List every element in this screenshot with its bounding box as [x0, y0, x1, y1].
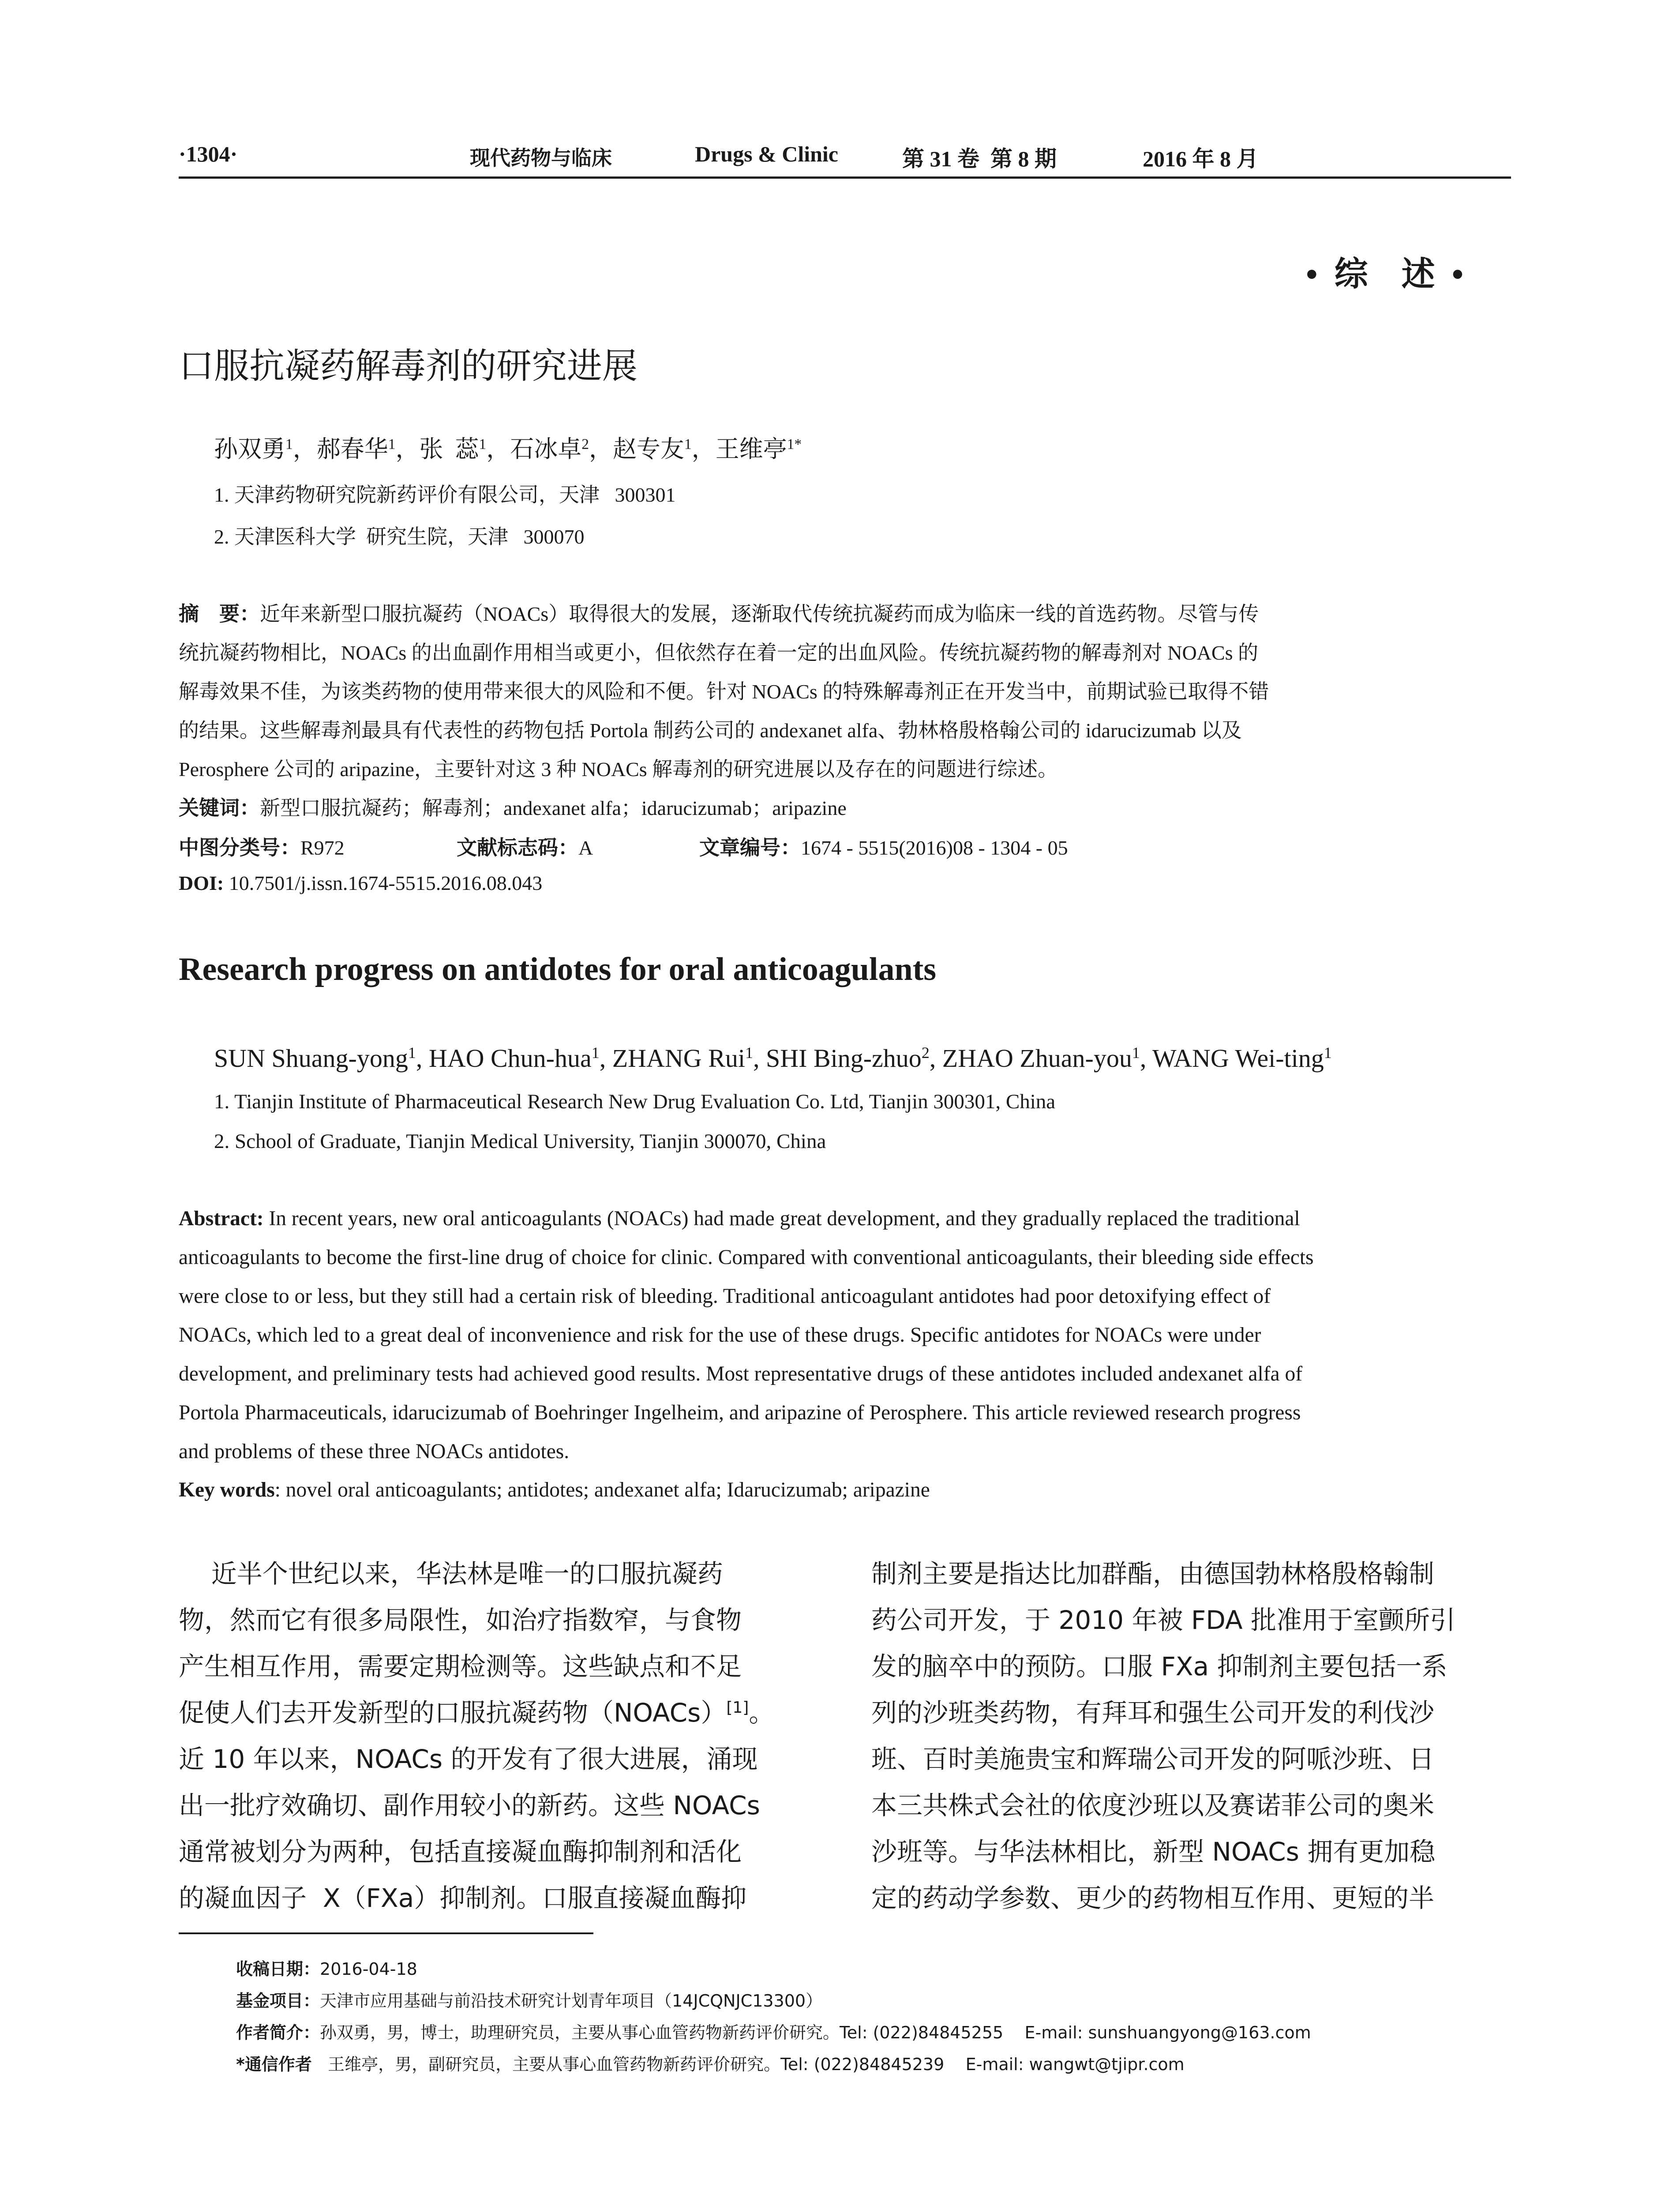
footnote-rule [179, 1932, 593, 1934]
classification-row [179, 832, 1511, 863]
abstract-cn [179, 598, 1511, 792]
body-line: 出一批疗效确切、副作用较小的新药。这些 NOACs [179, 1790, 760, 1820]
keywords-cn-text: 新型口服抗凝药；解毒剂；andexanet alfa；idarucizumab；aripazine [260, 797, 847, 819]
author-cn-name: 石冰卓 [510, 436, 582, 462]
title-cn: 口服抗凝药解毒剂的研究进展 [179, 345, 638, 386]
author-cn-separator: ， [292, 436, 317, 462]
body-line: 通常被划分为两种，包括直接凝血酶抑制剂和活化 [179, 1837, 742, 1867]
author-en-name: ZHAO Zhuan-you [942, 1044, 1132, 1073]
author-cn-separator: ， [486, 436, 510, 462]
footnotes [236, 1955, 1511, 2082]
affiliation-en-1: 1. Tianjin Institute of Pharmaceutical Research New Drug Evaluation Co. Ltd, Tianjin 300301, China [214, 1090, 1056, 1113]
body-line: 近半个世纪以来，华法林是唯一的口服抗凝药 [179, 1559, 723, 1589]
keywords-en-text: : novel oral anticoagulants; antidotes; andexanet alfa; Idarucizumab; aripazine [274, 1478, 930, 1501]
abstract-en-line: anticoagulants to become the first-line drug of choice for clinic. Compared with conventional anticoagulants, their bleeding side effects [179, 1246, 1314, 1269]
body-column-left [179, 1553, 818, 1924]
doi-label: DOI: [179, 872, 224, 894]
body-line: 班、百时美施贵宝和辉瑞公司开发的阿哌沙班、日 [871, 1744, 1435, 1774]
author-en-affiliation-mark: 1 [1324, 1044, 1332, 1062]
abstract-en [179, 1207, 1511, 1478]
author-en-affiliation-mark: 1 [408, 1044, 416, 1062]
author-cn-separator: ， [395, 436, 420, 462]
author-en-separator: , [929, 1044, 942, 1073]
authors-en [214, 1043, 1332, 1073]
volume-issue: 第 31 卷 第 8 期 [902, 146, 1057, 171]
header-rule [179, 176, 1511, 179]
affiliation-en-2: 2. School of Graduate, Tianjin Medical University, Tianjin 300070, China [214, 1130, 826, 1153]
keywords-cn-label: 关键词： [179, 797, 260, 819]
keywords-en [179, 1478, 930, 1502]
footnote-label: 收稿日期： [236, 1959, 320, 1979]
abstract-cn-label: 摘 要： [179, 603, 260, 625]
author-en-separator: , [416, 1044, 429, 1073]
author-cn-affiliation-mark: 2 [581, 436, 589, 453]
doi-value[interactable]: 10.7501/j.issn.1674-5515.2016.08.043 [224, 872, 543, 894]
body-line: 产生相互作用，需要定期检测等。这些缺点和不足 [179, 1651, 742, 1681]
doi [179, 871, 542, 895]
author-cn-affiliation-mark: 1 [285, 436, 293, 453]
body-line: 本三共株式会社的依度沙班以及赛诺菲公司的奥米 [871, 1790, 1435, 1820]
author-en-name: SHI Bing-zhuo [765, 1044, 922, 1073]
journal-name-en: Drugs & Clinic [695, 142, 838, 166]
classification-label: 中图分类号： [179, 837, 300, 859]
author-en-separator: , [1140, 1044, 1152, 1073]
page-number: ·1304· [179, 142, 238, 166]
title-en: Research progress on antidotes for oral anticoagulants [179, 951, 937, 987]
abstract-en-line: development, and preliminary tests had achieved good results. Most representative drugs of these antidotes included andexanet alfa of [179, 1362, 1303, 1385]
article-no-value: 1674 - 5515(2016)08 - 1304 - 05 [801, 837, 1068, 859]
footnote-text: 2016-04-18 [320, 1959, 417, 1979]
author-en-affiliation-mark: 2 [921, 1044, 930, 1062]
body-line: 列的沙班类药物，有拜耳和强生公司开发的利伐沙 [871, 1698, 1435, 1728]
body-line-tail: 。 [749, 1698, 775, 1728]
author-cn-affiliation-mark: 1 [684, 436, 692, 453]
keywords-en-label: Key words [179, 1478, 275, 1501]
author-en-affiliation-mark: 1 [591, 1044, 600, 1062]
section-label: • 综 述 • [1306, 256, 1464, 293]
footnote-label: 基金项目： [236, 1991, 320, 2011]
classification-value: R972 [300, 837, 345, 859]
abstract-cn-line: 近年来新型口服抗凝药（NOACs）取得很大的发展，逐渐取代传统抗凝药而成为临床一线的首选药物。尽管与传 [260, 603, 1259, 625]
author-cn-separator: ， [589, 436, 613, 462]
author-cn-affiliation-mark: 1 [479, 436, 487, 453]
body-line: 定的药动学参数、更少的药物相互作用、更短的半 [871, 1883, 1435, 1913]
footnote-label: 作者简介： [236, 2023, 320, 2042]
abstract-en-line: In recent years, new oral anticoagulants (NOACs) had made great development, and they gradually replaced the traditional [263, 1207, 1300, 1230]
keywords-cn [179, 792, 847, 821]
abstract-cn-line: 解毒效果不佳，为该类药物的使用带来很大的风险和不便。针对 NOACs 的特殊解毒剂正在开发当中，前期试验已取得不错 [179, 680, 1269, 703]
abstract-cn-line: Perosphere 公司的 aripazine，主要针对这 3 种 NOACs 解毒剂的研究进展以及存在的问题进行综述。 [179, 758, 1058, 780]
author-cn-separator: ， [691, 436, 716, 462]
abstract-en-line: and problems of these three NOACs antidotes. [179, 1440, 570, 1463]
author-en-name: ZHANG Rui [612, 1044, 745, 1073]
author-cn-name: 赵专友 [612, 436, 684, 462]
author-en-separator: , [753, 1044, 766, 1073]
abstract-cn-line: 统抗凝药物相比，NOACs 的出血副作用相当或更小，但依然存在着一定的出血风险。传统抗凝药物的解毒剂对 NOACs 的 [179, 642, 1258, 664]
author-cn-affiliation-mark: 1 [388, 436, 396, 453]
body-column-right [871, 1553, 1511, 1924]
author-en-name: SUN Shuang-yong [214, 1044, 408, 1073]
author-en-separator: , [599, 1044, 612, 1073]
author-cn-affiliation-mark: 1* [787, 436, 802, 453]
author-en-affiliation-mark: 1 [1132, 1044, 1140, 1062]
body-line: 的凝血因子 X（FXa）抑制剂。口服直接凝血酶抑 [179, 1883, 747, 1913]
journal-name-cn: 现代药物与临床 [470, 147, 612, 169]
body-line: 近 10 年以来，NOACs 的开发有了很大进展，涌现 [179, 1744, 758, 1774]
affiliation-cn-1: 1. 天津药物研究院新药评价有限公司，天津 300301 [214, 484, 676, 506]
abstract-en-label: Abstract: [179, 1207, 264, 1230]
abstract-en-line: Portola Pharmaceuticals, idarucizumab of Boehringer Ingelheim, and aripazine of Perosphere. This article reviewed research progress [179, 1401, 1301, 1424]
authors-cn [214, 430, 802, 464]
body-line: 制剂主要是指达比加群酯，由德国勃林格殷格翰制 [871, 1559, 1435, 1589]
author-cn-name: 郝春华 [316, 436, 388, 462]
author-en-name: HAO Chun-hua [428, 1044, 592, 1073]
body-line: 物，然而它有很多局限性，如治疗指数窄，与食物 [179, 1605, 742, 1635]
footnote-text: 天津市应用基础与前沿技术研究计划青年项目（14JCQNJC13300） [320, 1991, 823, 2011]
abstract-en-line: NOACs, which led to a great deal of inconvenience and risk for the use of these drugs. Specific antidotes for NOACs were under [179, 1324, 1261, 1347]
doc-code-value: A [578, 837, 593, 859]
running-header [179, 141, 1511, 181]
body-line: 促使人们去开发新型的口服抗凝药物（NOACs） [179, 1698, 727, 1728]
author-cn-name: 王维亭 [715, 436, 787, 462]
doc-code-label: 文献标志码： [457, 837, 578, 859]
affiliation-cn-2: 2. 天津医科大学 研究生院，天津 300070 [214, 525, 585, 548]
abstract-en-line: were close to or less, but they still had a certain risk of bleeding. Traditional anticoagulant antidotes had poor detoxifying effect of [179, 1285, 1271, 1308]
author-cn-name: 孙双勇 [214, 436, 285, 462]
body-line: 药公司开发，于 2010 年被 FDA 批准用于室颤所引 [871, 1605, 1456, 1635]
footnote-label: *通信作者 [236, 2055, 312, 2074]
abstract-cn-line: 的结果。这些解毒剂最具有代表性的药物包括 Portola 制药公司的 andexanet alfa、勃林格殷格翰公司的 idarucizumab 以及 [179, 719, 1242, 742]
citation-ref[interactable]: [1] [726, 1699, 749, 1717]
author-cn-name: 张 蕊 [419, 436, 479, 462]
body-line: 发的脑卒中的预防。口服 FXa 抑制剂主要包括一系 [871, 1651, 1448, 1681]
issue-date: 2016 年 8 月 [1143, 146, 1259, 171]
article-no-label: 文章编号： [699, 837, 801, 859]
footnote-text: 王维亭，男，副研究员，主要从事心血管药物新药评价研究。Tel: (022)84845239 E-mail: wangwt@tjipr.com [311, 2055, 1185, 2074]
author-en-name: WANG Wei-ting [1152, 1044, 1324, 1073]
footnote-text: 孙双勇，男，博士，助理研究员，主要从事心血管药物新药评价研究。Tel: (022)84845255 E-mail: sunshuangyong@163.com [320, 2023, 1311, 2042]
author-en-affiliation-mark: 1 [745, 1044, 753, 1062]
body-line: 沙班等。与华法林相比，新型 NOACs 拥有更加稳 [871, 1837, 1436, 1867]
